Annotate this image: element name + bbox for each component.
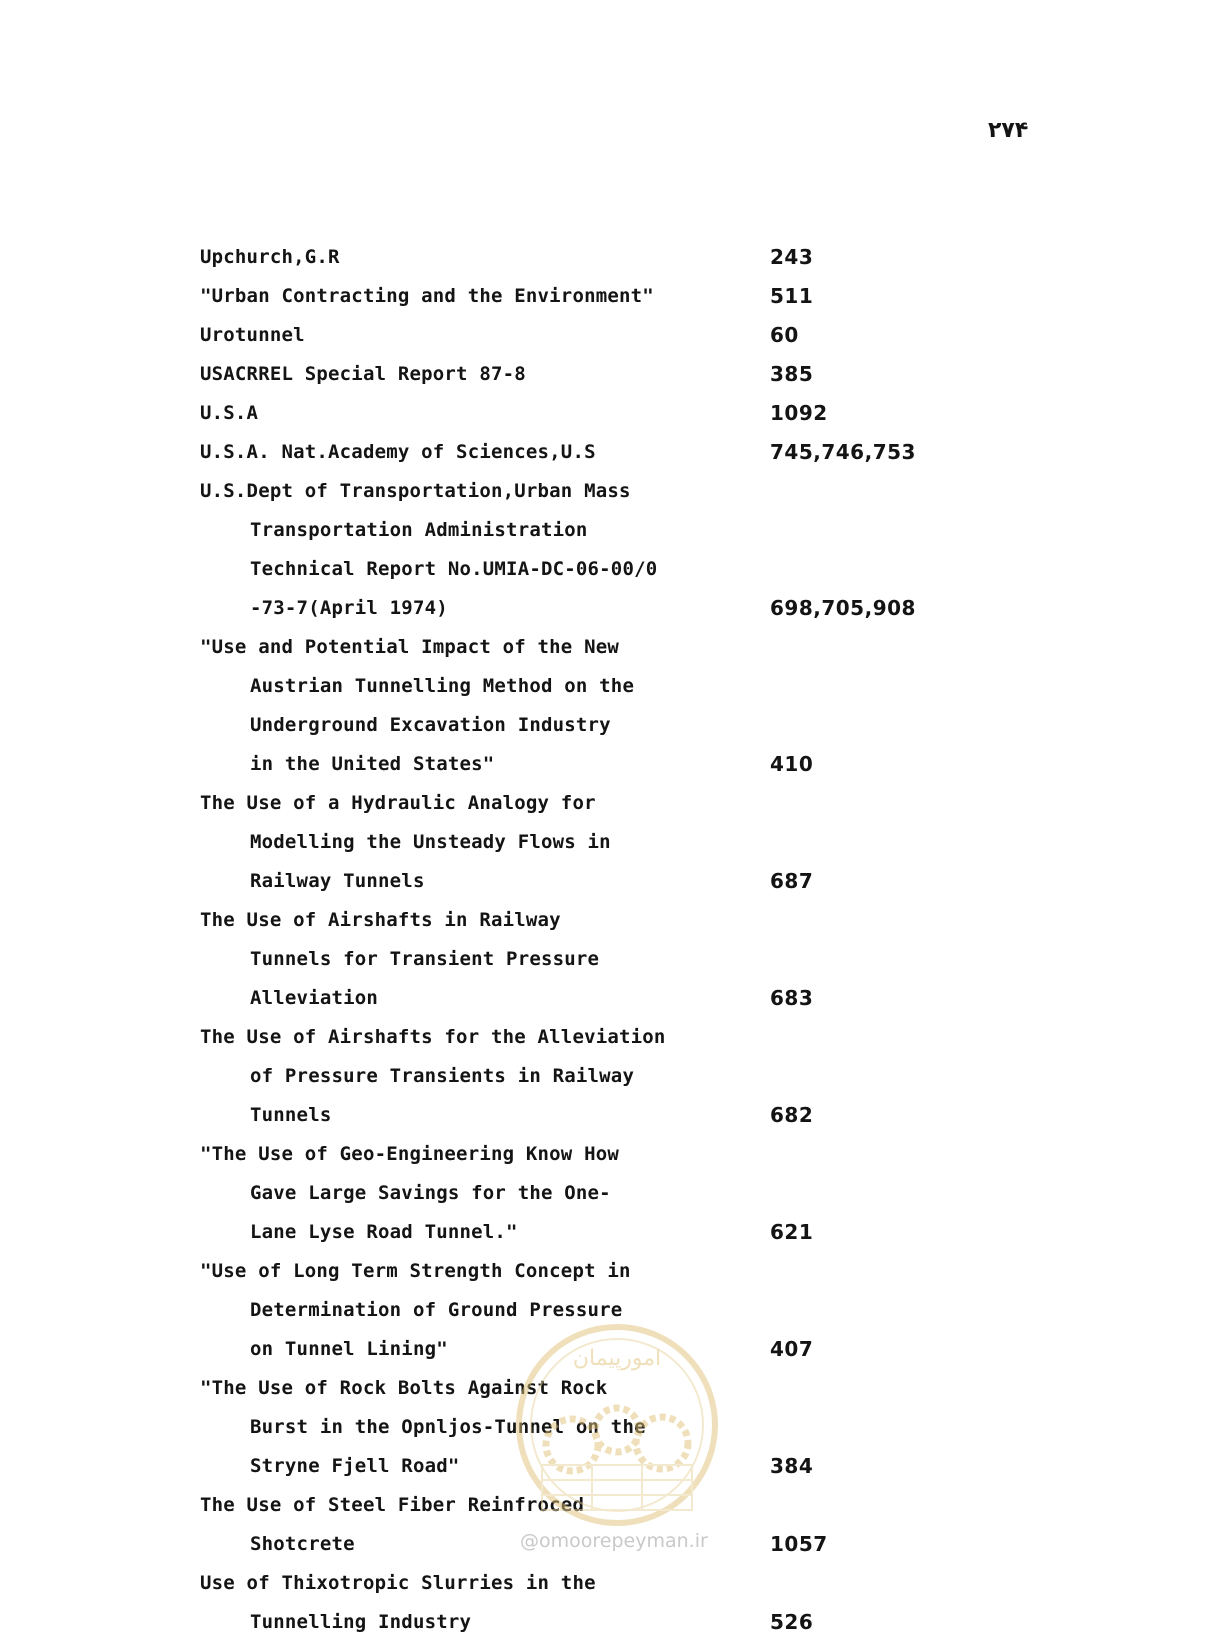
entry-title-continuation [200,589,960,628]
entry-pages: 621 [770,1220,814,1244]
entry-title-continuation [200,862,960,901]
entry-title [200,628,960,667]
entry-title-continuation [200,1096,960,1135]
index-entry [200,277,960,316]
entry-pages: 1092 [770,401,828,425]
index-entry [200,1252,960,1369]
entry-text: in the United States" [250,753,495,775]
entry-pages: 745,746,753 [770,440,916,464]
index-entry [200,1564,960,1642]
entry-title-continuation [200,1330,960,1369]
entry-text: Railway Tunnels [250,870,425,892]
entry-title [200,1486,960,1525]
entry-title-continuation [200,706,960,745]
entry-text: "The Use of Rock Bolts Against Rock [200,1377,608,1399]
index-entry [200,355,960,394]
entry-title-continuation [200,1291,960,1330]
entry-title [200,433,960,472]
index-entry [200,238,960,277]
entry-pages: 698,705,908 [770,596,916,620]
entry-title [200,901,960,940]
entry-text: Transportation Administration [250,519,588,541]
entry-title-continuation [200,1174,960,1213]
index-entry [200,784,960,901]
entry-title [200,355,960,394]
entry-text: U.S.A. Nat.Academy of Sciences,U.S [200,441,596,463]
entry-pages: 687 [770,869,814,893]
entry-title [200,1369,960,1408]
entry-title [200,472,960,511]
index-entry [200,901,960,1018]
entry-text: Technical Report No.UMIA-DC-06-00/0 [250,558,658,580]
entry-pages: 511 [770,284,814,308]
entry-pages: 243 [770,245,814,269]
entry-title-continuation [200,511,960,550]
page-number: ۲۷۴ [988,118,1029,143]
index-entry [200,1018,960,1135]
index-entry [200,1486,960,1564]
entry-text: of Pressure Transients in Railway [250,1065,635,1087]
entry-title [200,394,960,433]
entry-title-continuation [200,745,960,784]
entry-title [200,1018,960,1057]
entry-text: Modelling the Unsteady Flows in [250,831,611,853]
index-entry [200,433,960,472]
entry-pages: 385 [770,362,814,386]
entry-text: The Use of Steel Fiber Reinfroced [200,1494,585,1516]
entry-title-continuation [200,1408,960,1447]
entry-pages: 410 [770,752,814,776]
index-entry [200,394,960,433]
index-entry [200,1369,960,1486]
index-entry [200,628,960,784]
entry-text: Alleviation [250,987,379,1009]
entry-title [200,316,960,355]
entry-text: "Use and Potential Impact of the New [200,636,620,658]
entry-text: U.S.A [200,402,259,424]
entry-text: -73-7(April 1974) [250,597,448,619]
entry-text: Determination of Ground Pressure [250,1299,623,1321]
index-list [200,238,960,1642]
entry-text: "Use of Long Term Strength Concept in [200,1260,631,1282]
entry-title-continuation [200,940,960,979]
entry-text: The Use of Airshafts for the Alleviation [200,1026,666,1048]
entry-text: "Urban Contracting and the Environment" [200,285,654,307]
watermark-text: @omoorepeyman.ir [520,1530,708,1552]
index-entry [200,472,960,628]
entry-title [200,238,960,277]
entry-text: The Use of a Hydraulic Analogy for [200,792,596,814]
entry-text: Tunnelling Industry [250,1611,472,1633]
entry-pages: 683 [770,986,814,1010]
entry-title-continuation [200,1447,960,1486]
entry-pages: 407 [770,1337,814,1361]
entry-text: Upchurch,G.R [200,246,340,268]
entry-text: Gave Large Savings for the One- [250,1182,611,1204]
entry-title [200,277,960,316]
index-entry [200,316,960,355]
entry-text: U.S.Dept of Transportation,Urban Mass [200,480,631,502]
entry-text: Urotunnel [200,324,305,346]
entry-pages: 682 [770,1103,814,1127]
entry-pages: 384 [770,1454,814,1478]
watermark-logo-text: امورپیمان [572,1346,662,1371]
entry-title-continuation [200,1057,960,1096]
entry-text: Underground Excavation Industry [250,714,611,736]
entry-text: Tunnels for Transient Pressure [250,948,600,970]
entry-title [200,784,960,823]
entry-title-continuation [200,979,960,1018]
entry-text: Tunnels [250,1104,332,1126]
entry-text: Shotcrete [250,1533,355,1555]
entry-text: Lane Lyse Road Tunnel." [250,1221,518,1243]
entry-title-continuation [200,550,960,589]
entry-text: Burst in the Opnljos-Tunnel on the [250,1416,646,1438]
entry-title-continuation [200,1603,960,1642]
entry-title-continuation [200,1213,960,1252]
entry-text: The Use of Airshafts in Railway [200,909,561,931]
entry-title [200,1564,960,1603]
entry-title-continuation [200,667,960,706]
entry-text: Stryne Fjell Road" [250,1455,460,1477]
entry-pages: 526 [770,1610,814,1634]
entry-title [200,1135,960,1174]
entry-pages: 60 [770,323,799,347]
entry-title-continuation [200,823,960,862]
entry-text: "The Use of Geo-Engineering Know How [200,1143,620,1165]
index-entry [200,1135,960,1252]
entry-pages: 1057 [770,1532,828,1556]
entry-text: Use of Thixotropic Slurries in the [200,1572,596,1594]
entry-text: on Tunnel Lining" [250,1338,448,1360]
entry-text: USACRREL Special Report 87-8 [200,363,526,385]
entry-title [200,1252,960,1291]
entry-text: Austrian Tunnelling Method on the [250,675,635,697]
